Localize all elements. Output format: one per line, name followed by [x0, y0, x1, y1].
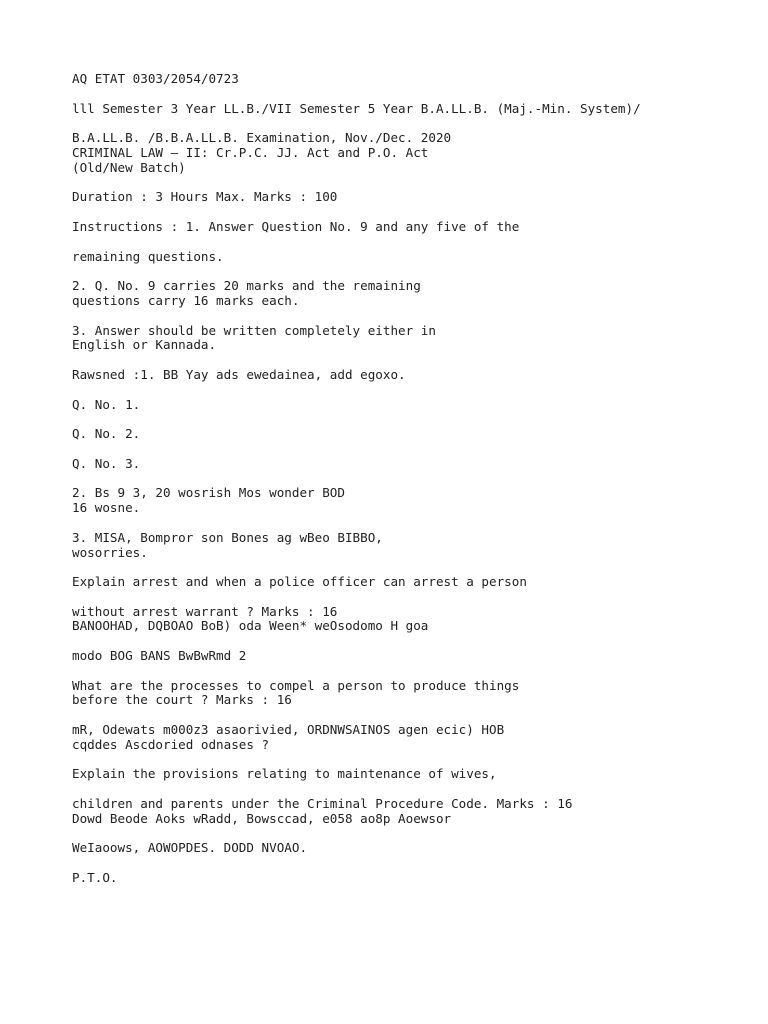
text-paragraph: [72, 279, 732, 309]
text-line: without arrest warrant ? Marks : 16: [72, 603, 338, 619]
text-paragraph: [72, 679, 732, 709]
text-paragraph: [72, 427, 732, 442]
text-line: modo BOG BANS BwBwRmd 2: [72, 648, 247, 664]
text-paragraph: [72, 190, 732, 205]
text-line: 2. Q. No. 9 carries 20 marks and the remaining: [72, 278, 421, 294]
text-paragraph: [72, 220, 732, 235]
text-line: 2. Bs 9 3, 20 wosrish Mos wonder BOD: [72, 485, 345, 501]
text-line: WeIaoows, AOWOPDES. DODD NVOAO.: [72, 840, 308, 856]
text-paragraph: [72, 797, 732, 827]
text-paragraph: [72, 457, 732, 472]
text-paragraph: [72, 250, 732, 265]
text-paragraph: [72, 871, 732, 886]
text-paragraph: [72, 486, 732, 516]
text-line: remaining questions.: [72, 248, 224, 264]
text-line: children and parents under the Criminal Procedure Code. Marks : 16: [72, 796, 573, 812]
text-paragraph: [72, 723, 732, 753]
text-line: 16 wosne.: [72, 500, 141, 516]
text-line: lll Semester 3 Year LL.B./VII Semester 5 Year B.A.LL.B. (Maj.-Min. System)/: [72, 100, 641, 116]
text-paragraph: [72, 649, 732, 664]
document-body: [72, 72, 732, 901]
text-line: B.A.LL.B. /B.B.A.LL.B. Examination, Nov./Dec. 2020: [72, 130, 452, 146]
text-line: Explain arrest and when a police officer can arrest a person: [72, 574, 527, 590]
text-line: Duration : 3 Hours Max. Marks : 100: [72, 189, 338, 205]
text-line: Dowd Beode Aoks wRadd, Bowsccad, e058 ao8p Aoewsor: [72, 810, 452, 826]
text-line: What are the processes to compel a person to produce things: [72, 677, 520, 693]
text-paragraph: [72, 767, 732, 782]
text-line: cqddes Ascdoried odnases ?: [72, 736, 270, 752]
text-line: (Old/New Batch): [72, 159, 186, 175]
text-paragraph: [72, 102, 732, 117]
text-line: wosorries.: [72, 544, 148, 560]
text-line: Explain the provisions relating to maintenance of wives,: [72, 766, 497, 782]
text-paragraph: [72, 841, 732, 856]
text-line: English or Kannada.: [72, 337, 217, 353]
text-paragraph: [72, 575, 732, 590]
text-line: mR, Odewats m000z3 asaorivied, ORDNWSAINOS agen ecic) HOB: [72, 722, 505, 738]
text-line: questions carry 16 marks each.: [72, 292, 300, 308]
text-line: Instructions : 1. Answer Question No. 9 and any five of the: [72, 218, 520, 234]
text-line: 3. Answer should be written completely either in: [72, 322, 436, 338]
text-paragraph: [72, 398, 732, 413]
text-paragraph: [72, 605, 732, 635]
text-line: Rawsned :1. BB Yay ads ewedainea, add egoxo.: [72, 366, 406, 382]
text-line: 3. MISA, Bompror son Bones ag wBeo BIBBO,: [72, 529, 383, 545]
text-line: CRIMINAL LAW — II: Cr.P.C. JJ. Act and P.O. Act: [72, 144, 429, 160]
text-paragraph: [72, 531, 732, 561]
text-line: AQ ETAT 0303/2054/0723: [72, 71, 239, 86]
text-line: Q. No. 2.: [72, 426, 141, 442]
text-paragraph: [72, 131, 732, 175]
text-line: Q. No. 3.: [72, 455, 141, 471]
text-paragraph: [72, 324, 732, 354]
text-paragraph: [72, 368, 732, 383]
text-line: BANOOHAD, DQBOAO BoB) oda Ween* weOsodomo H goa: [72, 618, 429, 634]
text-paragraph: [72, 72, 732, 87]
text-line: P.T.O.: [72, 870, 118, 886]
text-line: before the court ? Marks : 16: [72, 692, 292, 708]
text-line: Q. No. 1.: [72, 396, 141, 412]
